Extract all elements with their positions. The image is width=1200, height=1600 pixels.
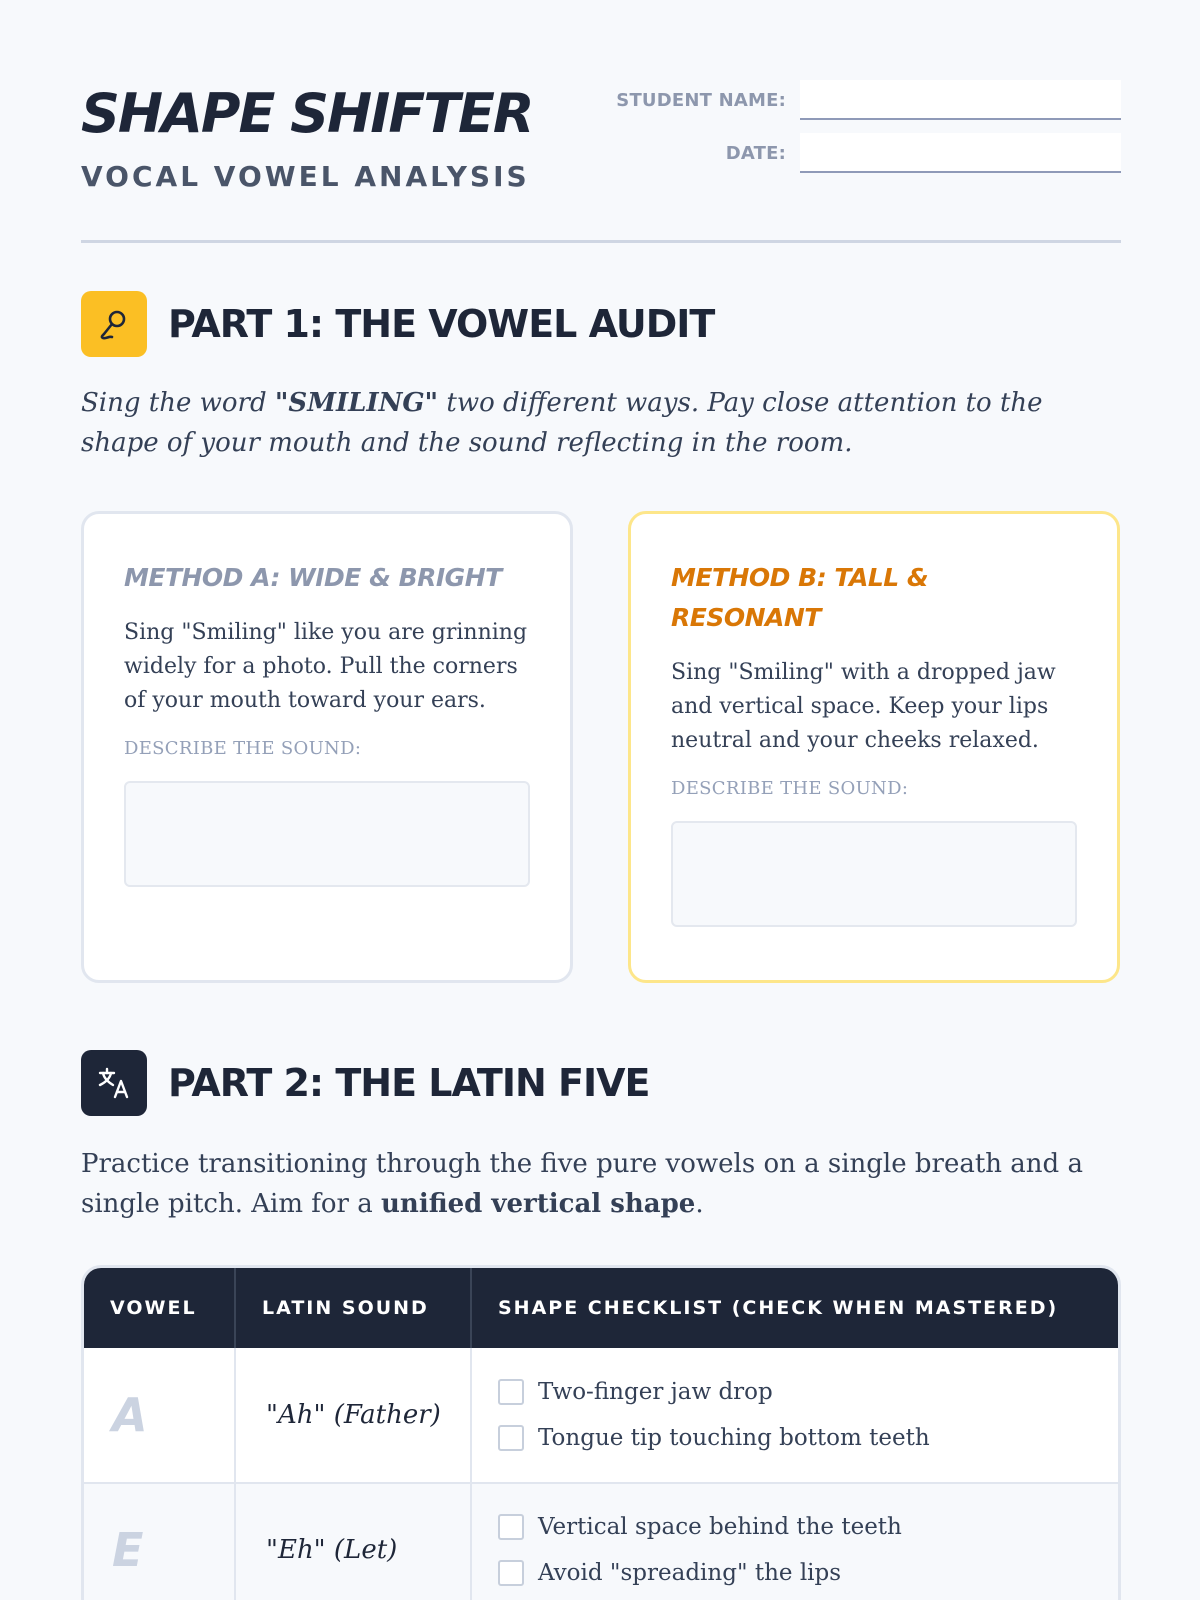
worksheet-page [81, 0, 1121, 1586]
microphone-icon [81, 291, 147, 357]
checklist-item[interactable] [498, 1415, 930, 1461]
method-b-description: Sing "Smiling" with a dropped jaw and vertical space. Keep your lips neutral and your cheeks relaxed. [671, 660, 1056, 753]
part1-heading [81, 291, 714, 357]
checklist-item-label: Two-finger jaw drop [538, 1379, 773, 1405]
latin-sound: "Eh" (Let) [266, 1535, 398, 1565]
checklist-item[interactable] [498, 1550, 841, 1596]
part1-intro-emphasis: "SMILING" [274, 388, 439, 418]
column-header-shape-checklist: SHAPE CHECKLIST (CHECK WHEN MASTERED) [498, 1297, 1059, 1319]
part1-instructions [81, 383, 1121, 463]
checkbox[interactable] [498, 1425, 524, 1451]
translate-icon [81, 1050, 147, 1116]
checkbox[interactable] [498, 1560, 524, 1586]
column-header-vowel: VOWEL [84, 1268, 236, 1348]
method-a-card [81, 511, 573, 983]
worksheet-header [81, 0, 1121, 243]
checklist-item-label: Avoid "spreading" the lips [538, 1560, 842, 1586]
date-row [601, 133, 1121, 173]
part2-instructions [81, 1144, 1121, 1224]
method-a-description: Sing "Smiling" like you are grinning widely for a photo. Pull the corners of your mouth toward your ears. [124, 620, 528, 713]
method-a-answer-field[interactable] [124, 781, 530, 887]
vowel-cell [84, 1484, 236, 1600]
part1-title: PART 1: THE VOWEL AUDIT [168, 302, 715, 346]
table-row [84, 1348, 1118, 1482]
part2-intro-text: Practice transitioning through the five pure vowels on a single breath and a single pitch. Aim for a [81, 1149, 1083, 1219]
table-header-row [84, 1268, 1118, 1348]
date-label: DATE: [725, 143, 786, 164]
checklist-item-label: Vertical space behind the teeth [538, 1514, 902, 1540]
vowel-cell [84, 1348, 236, 1482]
vowel-letter: E [112, 1523, 144, 1577]
latin-sound-cell [236, 1484, 472, 1600]
latin-vowel-table [81, 1265, 1121, 1600]
method-b-title: METHOD B: TALL & RESONANT [671, 563, 929, 632]
method-b-answer-field[interactable] [671, 821, 1077, 927]
column-header-latin-sound: LATIN SOUND [236, 1268, 472, 1348]
checklist-item[interactable] [498, 1504, 902, 1550]
checklist-item-label: Tongue tip touching bottom teeth [538, 1425, 930, 1451]
shape-checklist-cell [472, 1348, 1118, 1482]
part2-heading [81, 1050, 649, 1116]
part1-intro-text: Sing the word [81, 388, 275, 418]
header-divider [81, 240, 1121, 243]
checkbox[interactable] [498, 1514, 524, 1540]
part1-intro-text-end: two different ways. Pay close attention to the shape of your mouth and the sound reflecting in the room. [81, 388, 1043, 458]
method-a-title: METHOD A: WIDE & BRIGHT [124, 563, 502, 592]
checklist-item[interactable] [498, 1369, 773, 1415]
method-b-answer-label: DESCRIBE THE SOUND: [671, 778, 909, 799]
table-row [84, 1482, 1118, 1600]
worksheet-subtitle: VOCAL VOWEL ANALYSIS [81, 160, 530, 193]
method-b-card [628, 511, 1120, 983]
part2-intro-text-end: . [695, 1189, 704, 1219]
shape-checklist-cell [472, 1484, 1118, 1600]
method-a-answer-label: DESCRIBE THE SOUND: [124, 738, 362, 759]
checkbox[interactable] [498, 1379, 524, 1405]
latin-sound-cell [236, 1348, 472, 1482]
student-name-input[interactable] [800, 80, 1121, 120]
student-name-row [601, 80, 1121, 120]
part2-intro-emphasis: unified vertical shape [381, 1189, 696, 1219]
vowel-letter: A [112, 1388, 148, 1442]
part2-title: PART 2: THE LATIN FIVE [168, 1061, 650, 1105]
student-name-label: STUDENT NAME: [616, 90, 786, 111]
date-input[interactable] [800, 133, 1121, 173]
table-body [84, 1348, 1118, 1600]
worksheet-title: SHAPE SHIFTER [81, 82, 533, 145]
latin-sound: "Ah" (Father) [266, 1400, 441, 1430]
